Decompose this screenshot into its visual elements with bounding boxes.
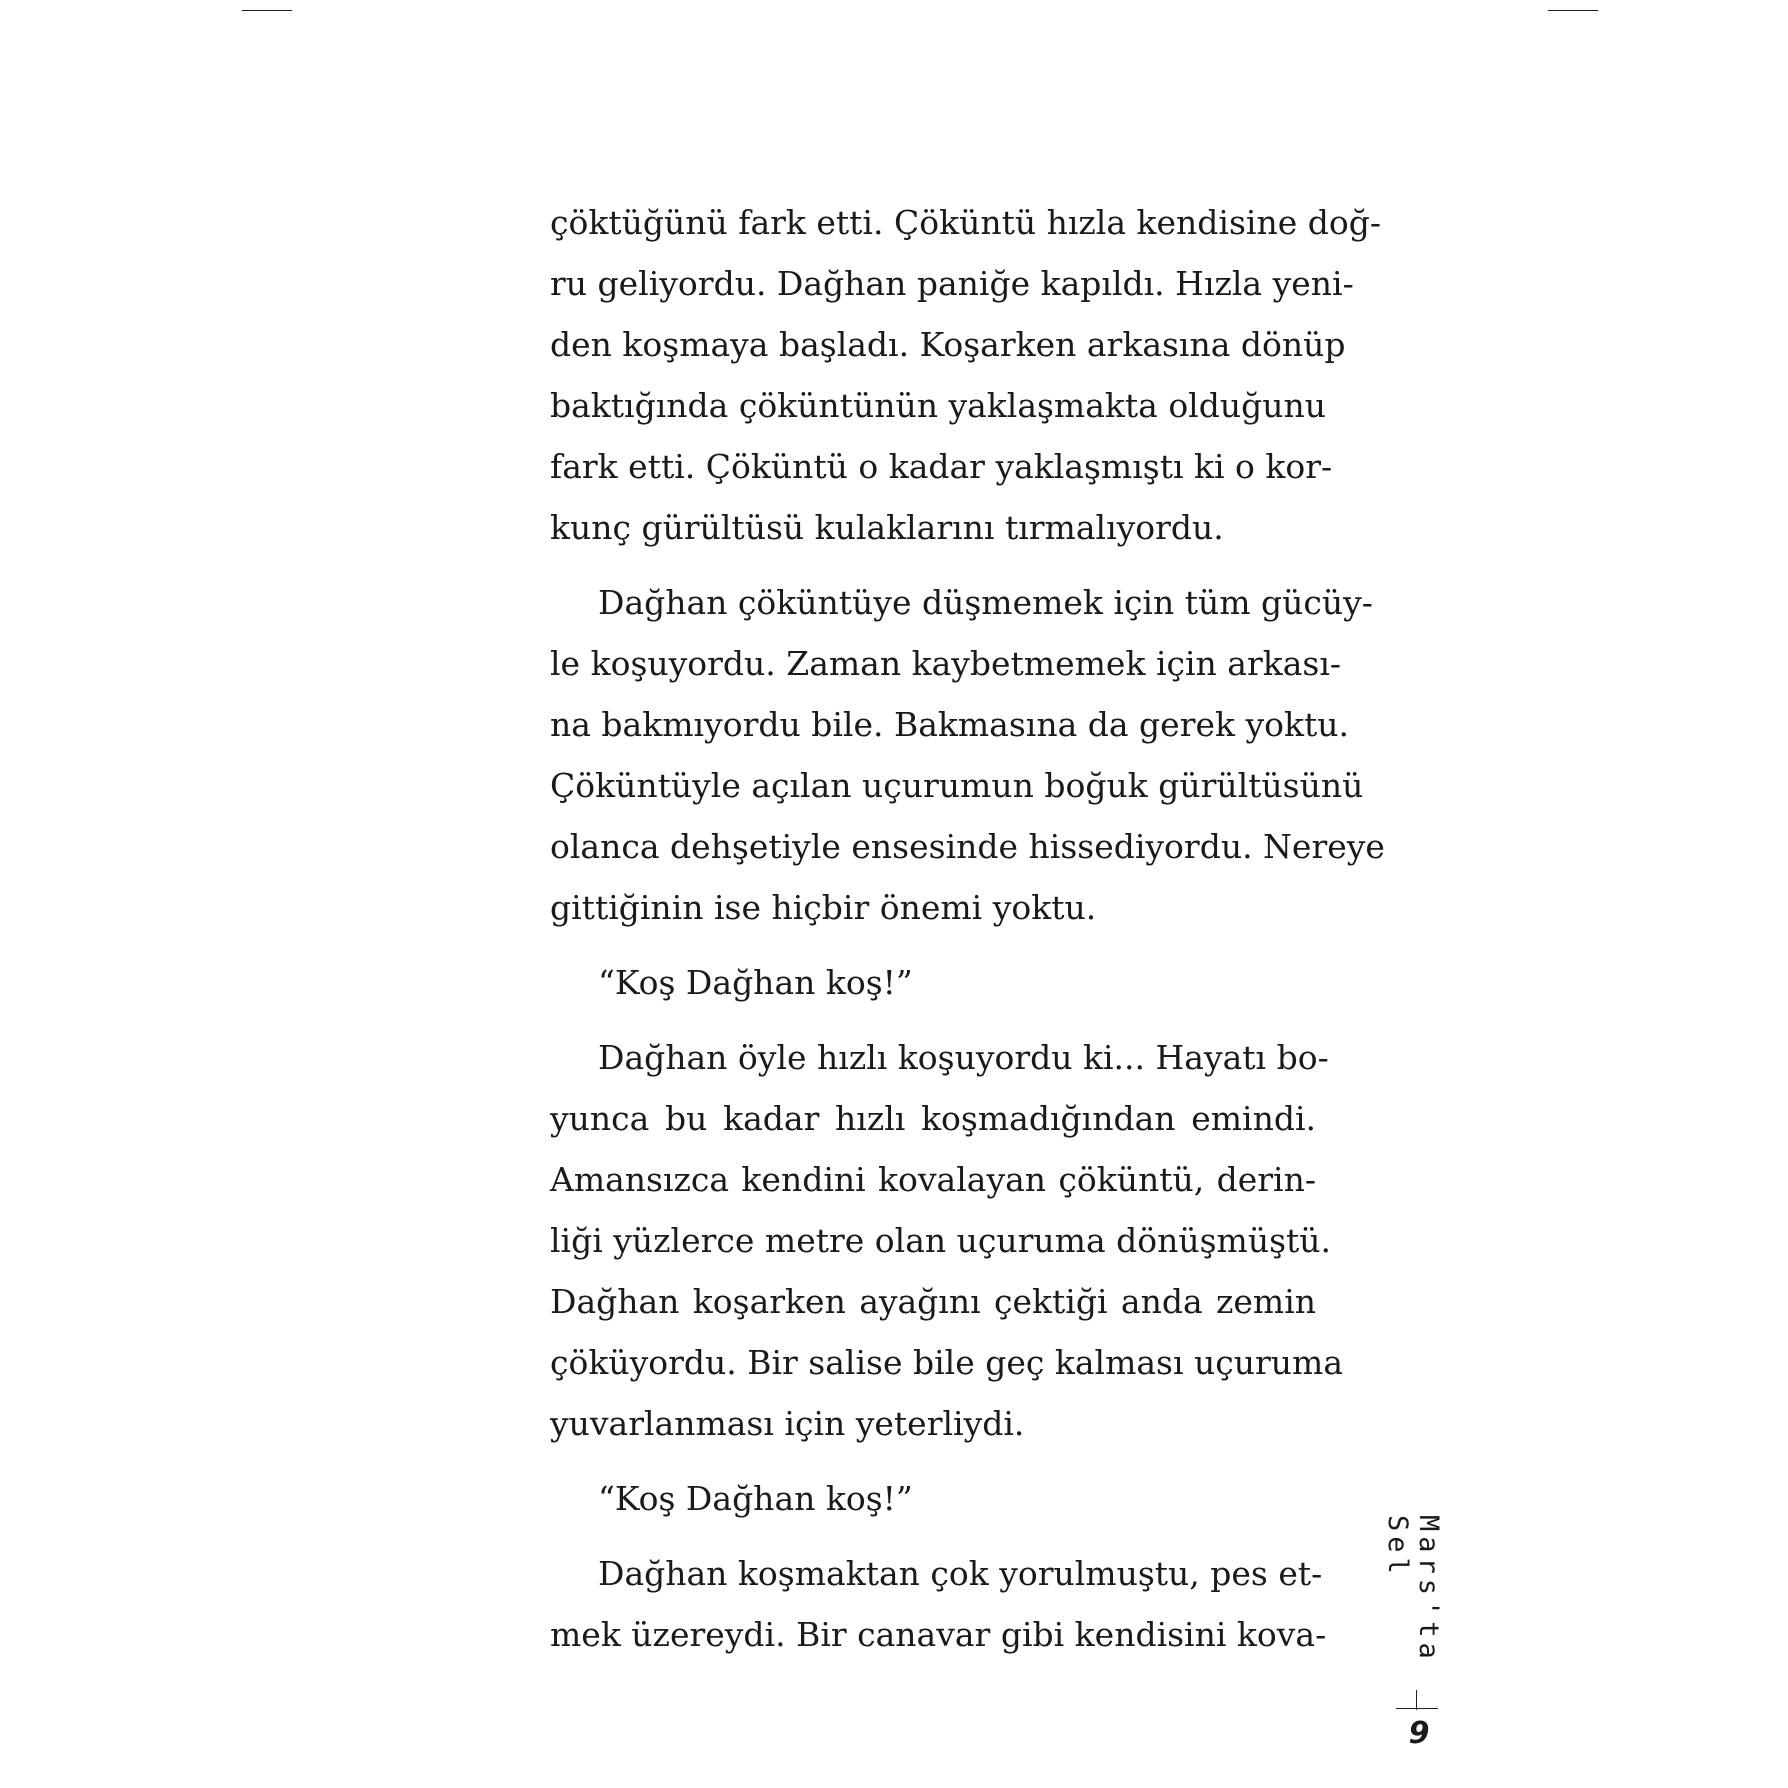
paragraph (550, 572, 1385, 938)
text-line: mek üzereydi. Bir canavar gibi kendisini kova- (550, 1615, 1327, 1654)
text-line: yuvarlanması için yeterliydi. (550, 1404, 1025, 1443)
folio-divider-vertical (1416, 1690, 1417, 1710)
text-line: çöktüğünü fark etti. Çöküntü hızla kendisine doğ- (550, 203, 1381, 242)
text-line: Dağhan koşmaktan çok yorulmuştu, pes et- (598, 1554, 1323, 1593)
text-line: liği yüzlerce metre olan uçuruma dönüşmüştü. (550, 1221, 1332, 1260)
running-head (1382, 1515, 1444, 1695)
text-line: Dağhan çöküntüye düşmemek için tüm gücüy- (598, 583, 1373, 622)
text-line: Amansızca kendini kovalayan çöküntü, derin- (550, 1160, 1316, 1199)
book-title: Mars'ta Sel (1382, 1515, 1444, 1664)
paragraph (550, 952, 1316, 1013)
text-line: olanca dehşetiyle ensesinde hissediyordu. Nereye (550, 827, 1385, 866)
text-line: na bakmıyordu bile. Bakmasına da gerek yoktu. (550, 705, 1349, 744)
paragraph (550, 1027, 1344, 1454)
text-line: yunca bu kadar hızlı koşmadığından emindi. (550, 1099, 1316, 1138)
crop-mark-right (1548, 10, 1598, 11)
paragraph (550, 1543, 1327, 1665)
text-line: baktığında çöküntünün yaklaşmakta olduğunu (550, 386, 1326, 425)
text-line: fark etti. Çöküntü o kadar yaklaşmıştı ki o kor- (550, 447, 1333, 486)
text-line: den koşmaya başladı. Koşarken arkasına dönüp (550, 325, 1346, 364)
folio-divider (1396, 1708, 1438, 1709)
text-line: le koşuyordu. Zaman kaybetmemek için arkası- (550, 644, 1342, 683)
text-line: Dağhan öyle hızlı koşuyordu ki... Hayatı bo- (598, 1038, 1329, 1077)
text-line: “Koş Dağhan koş!” (598, 963, 913, 1002)
text-line: gittiğinin ise hiçbir önemi yoktu. (550, 888, 1097, 927)
text-line: Dağhan koşarken ayağını çektiği anda zemin (550, 1282, 1316, 1321)
text-line: kunç gürültüsü kulaklarını tırmalıyordu. (550, 508, 1224, 547)
text-line: Çöküntüyle açılan uçurumun boğuk gürültüsünü (550, 766, 1364, 805)
paragraph (550, 1468, 1316, 1529)
text-line: çöküyordu. Bir salise bile geç kalması uçuruma (550, 1343, 1344, 1382)
text-line: ru geliyordu. Dağhan paniğe kapıldı. Hızla yeni- (550, 264, 1354, 303)
body-text (550, 192, 1385, 1679)
crop-mark-left (242, 10, 292, 11)
text-line: “Koş Dağhan koş!” (598, 1479, 913, 1518)
page-number: 9 (1408, 1716, 1430, 1751)
paragraph (550, 192, 1381, 558)
